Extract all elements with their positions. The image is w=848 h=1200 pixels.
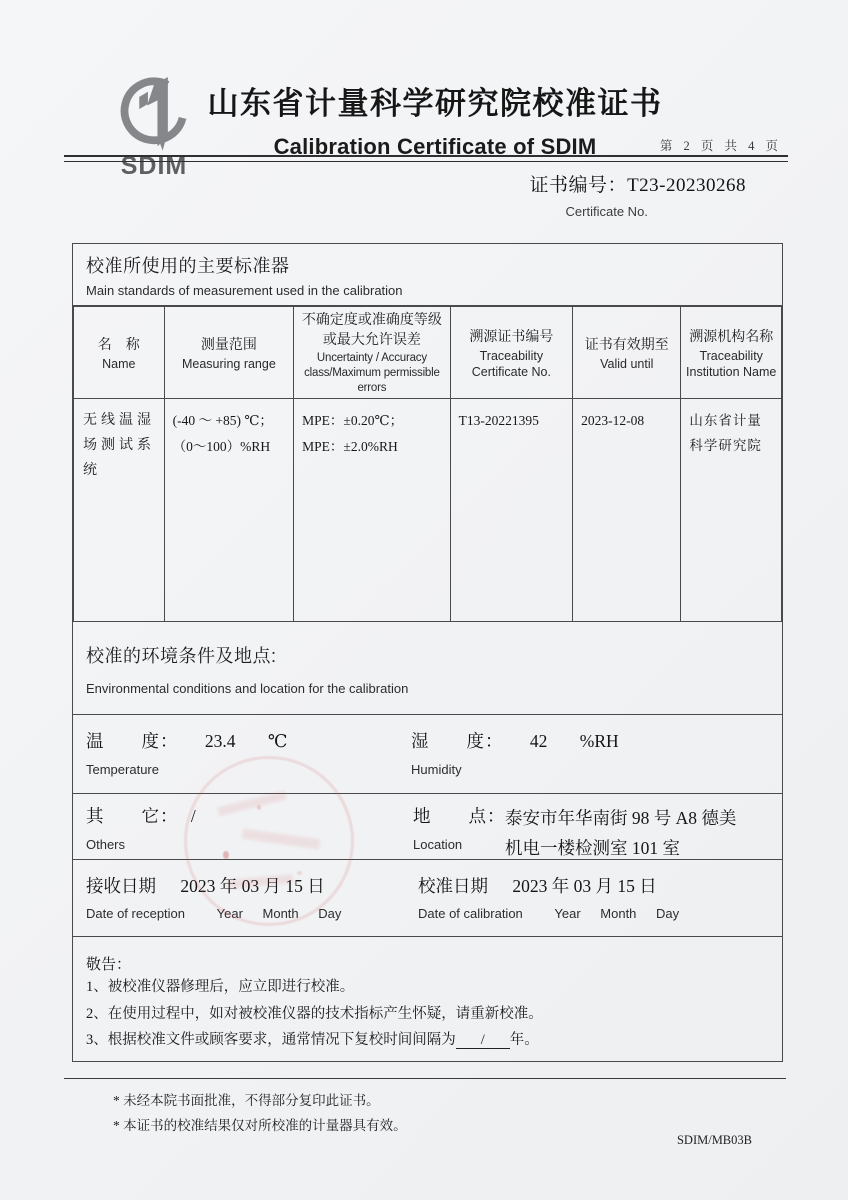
temperature-label-en: Temperature	[86, 762, 159, 777]
certificate-number-block	[530, 170, 746, 219]
location-value	[505, 803, 736, 863]
notice-item-1: 1、被校准仪器修理后，应立即进行校准。	[86, 979, 355, 995]
cell-trace-cert-no: T13-20221395	[450, 399, 572, 622]
humidity-value: 42	[529, 731, 548, 751]
humidity-unit: %RH	[579, 731, 619, 751]
dates-row	[73, 860, 782, 937]
calibration-date-label: 校准日期	[418, 876, 488, 896]
reception-date-value: 2023 年 03 月 15 日	[180, 876, 325, 896]
col-header-uncertainty: 不确定度或准确度等级或最大允许误差 Uncertainty / Accuracy class/Maximum permissible errors	[294, 307, 450, 399]
humidity-field	[411, 715, 782, 793]
calibration-date-units-en: Year Month Day	[554, 906, 680, 921]
reception-date-units-en: Year Month Day	[216, 906, 342, 921]
notice-title: 敬告：	[86, 957, 132, 973]
col-header-trace-cert: 溯源证书编号 Traceability Certificate No.	[450, 307, 572, 399]
calibration-date-label-en: Date of calibration	[418, 906, 523, 921]
certificate-number	[530, 170, 746, 197]
notice-section	[73, 937, 782, 1061]
certificate-number-en: Certificate No.	[565, 204, 648, 219]
standards-title-en: Main standards of measurement used in the calibration	[86, 283, 403, 298]
reception-date-label-en: Date of reception	[86, 906, 186, 921]
cell-standard-name: 无线温湿场测试系统	[74, 399, 165, 622]
humidity-label-en: Humidity	[411, 762, 462, 777]
others-value: /	[190, 806, 196, 826]
col-header-institution: 溯源机构名称 Traceability Institution Name	[681, 307, 782, 399]
calibration-date-value: 2023 年 03 月 15 日	[512, 876, 657, 896]
standards-table	[73, 306, 782, 622]
temperature-field	[73, 715, 411, 793]
page-number: 第 2 页 共 4 页	[659, 139, 782, 153]
temperature-label: 温 度：	[86, 731, 179, 751]
certificate-title-zh: 山东省计量科学研究院校准证书	[207, 86, 663, 121]
footer-divider	[64, 1078, 786, 1079]
cell-mpe: MPE：±0.20℃； MPE：±2.0%RH	[294, 399, 450, 622]
reception-date-label: 接收日期	[86, 876, 156, 896]
environment-section-header	[73, 622, 782, 715]
certificate-body	[72, 243, 783, 1062]
environment-title-zh: 校准的环境条件及地点:	[86, 646, 277, 666]
footer-note-2: * 本证书的校准结果仅对所校准的计量器具有效。	[113, 1118, 407, 1133]
certificate-number-label: 证书编号：	[529, 175, 628, 196]
calibration-date-field	[418, 860, 782, 936]
notice-item-2: 2、在使用过程中，如对被校准仪器的技术指标产生怀疑，请重新校准。	[86, 1005, 543, 1022]
reception-date-field	[73, 860, 418, 936]
temperature-value: 23.4	[204, 731, 236, 751]
standards-header-row	[74, 307, 782, 399]
header-divider	[64, 155, 788, 162]
location-line2: 机电一楼检测室 101 室	[505, 838, 680, 858]
others-label: 其 它：	[86, 806, 179, 826]
col-header-valid-until: 证书有效期至 Valid until	[573, 307, 681, 399]
others-label-en: Others	[86, 837, 126, 852]
cell-valid-until: 2023-12-08	[573, 399, 681, 622]
table-row	[74, 399, 782, 622]
blank-underline: /	[456, 1033, 510, 1049]
footer-note-1: * 未经本院书面批准，不得部分复印此证书。	[113, 1093, 380, 1108]
others-field	[73, 794, 413, 863]
location-field	[413, 794, 782, 863]
form-code: SDIM/MB03B	[676, 1133, 752, 1147]
col-header-name: 名 称 Name	[74, 307, 165, 399]
footer-notes	[113, 1088, 407, 1138]
certificate-title-en: Calibration Certificate of SDIM	[273, 134, 597, 159]
standards-title-zh: 校准所使用的主要标准器	[86, 256, 290, 276]
others-location-row	[73, 794, 782, 860]
notice-item-3	[86, 1027, 782, 1054]
logo-text: SDIM	[120, 152, 188, 180]
location-label-en: Location	[413, 837, 463, 852]
title-block	[190, 78, 680, 160]
notice-item-3-prefix: 3、根据校准文件或顾客要求，通常情况下复校时间间隔为	[86, 1032, 456, 1048]
cell-measuring-range: (-40 ～ +85) ℃； （0～100）%RH	[164, 399, 294, 622]
notice-item-3-suffix: 年。	[509, 1032, 539, 1048]
cell-institution: 山东省计量科学研究院	[681, 399, 782, 622]
location-label: 地 点：	[413, 806, 506, 826]
location-line1: 泰安市年华南街 98 号 A8 德美	[505, 808, 737, 828]
temperature-humidity-row	[73, 715, 782, 794]
col-header-range: 测量范围 Measuring range	[164, 307, 294, 399]
humidity-label: 湿 度：	[411, 731, 504, 751]
standards-section-header	[73, 244, 782, 306]
environment-title-en: Environmental conditions and location for the calibration	[86, 681, 409, 696]
temperature-unit: ℃	[267, 731, 288, 751]
certificate-number-value: T23-20230268	[627, 175, 746, 196]
